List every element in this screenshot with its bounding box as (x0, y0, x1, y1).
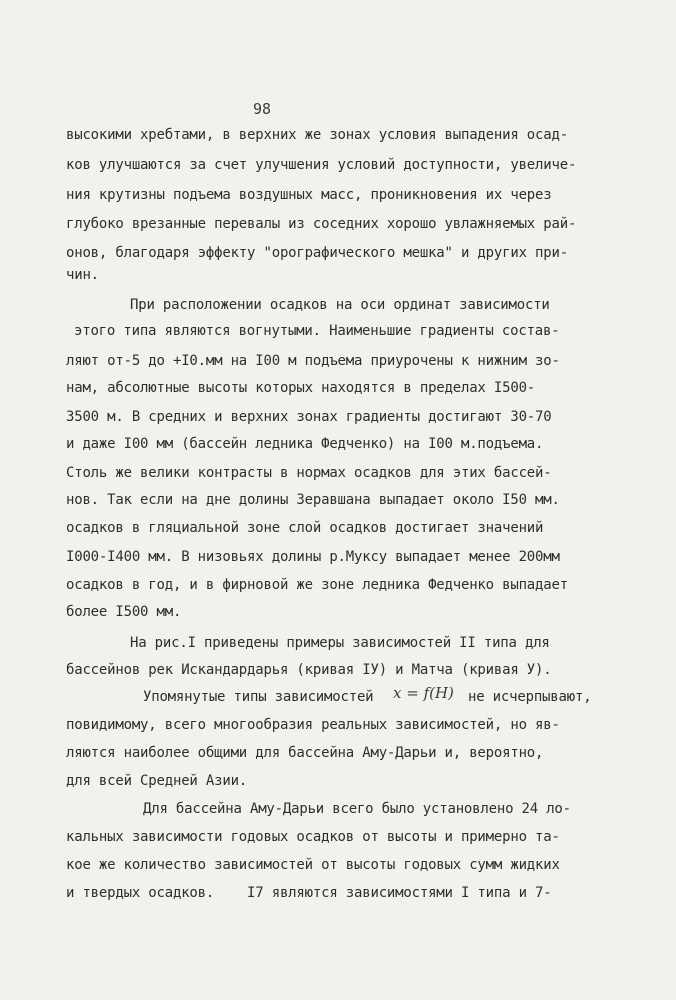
text-line: Упомянутые типы зависимостей (143, 689, 374, 705)
page-number: 98 (252, 100, 272, 118)
text-line: ляются наиболее общими для бассейна Аму-Дарьи и, вероятно, (66, 745, 544, 761)
text-line: ков улучшаются за счет улучшения условий доступности, увеличе- (66, 157, 577, 173)
text-line: нам, абсолютные высоты которых находятся в пределах I500- (66, 380, 536, 396)
text-line: высокими хребтами, в верхних же зонах условия выпадения осад- (66, 127, 568, 143)
text-line: более I500 мм. (66, 604, 182, 620)
text-line: На рис.I приведены примеры зависимостей II типа для (130, 635, 550, 651)
text-line: для всей Средней Азии. (66, 773, 248, 789)
text-line: осадков в год, и в фирновой же зоне ледника Федченко выпадает (66, 577, 568, 593)
text-line: повидимому, всего многообразия реальных зависимостей, но яв- (66, 717, 560, 733)
text-line: глубоко врезанные перевалы из соседних хорошо увлажняемых рай- (66, 216, 577, 232)
text-line: кое же количество зависимостей от высоты годовых сумм жидких (66, 857, 560, 873)
text-line: этого типа являются вогнутыми. Наименьшие градиенты состав- (74, 323, 560, 339)
text-line: бассейнов рек Искандардарья (кривая IУ) и Матча (кривая У). (66, 662, 552, 678)
text-line: ляют от-5 до +I0.мм на I00 м подъема приурочены к нижним зо- (66, 353, 560, 369)
text-line: I000-I400 мм. В низовьях долины р.Муксу выпадает менее 200мм (66, 549, 560, 565)
text-line: и даже I00 мм (бассейн ледника Федченко) на I00 м.подъема. (66, 436, 544, 452)
text-line: ния крутизны подъема воздушных масс, проникновения их через (66, 187, 552, 203)
text-line: 3500 м. В средних и верхних зонах градиенты достигают 30-70 (66, 409, 552, 425)
handwritten-formula: x = f(H) (393, 684, 454, 702)
text-line: не исчерпывают, (468, 689, 592, 705)
text-line: нов. Так если на дне долины Зеравшана выпадает около I50 мм. (66, 492, 560, 508)
text-line: и твердых осадков. I7 являются зависимостями I типа и 7- (66, 885, 552, 901)
text-line: осадков в гляциальной зоне слой осадков достигает значений (66, 520, 544, 536)
text-line: Для бассейна Аму-Дарьи всего было установлено 24 ло- (143, 801, 571, 817)
text-line: онов, благодаря эффекту "орографического мешка" и других при- (66, 245, 568, 261)
text-line: чин. (66, 267, 99, 283)
text-line: кальных зависимости годовых осадков от высоты и примерно та- (66, 829, 560, 845)
text-line: Столь же велики контрасты в нормах осадков для этих бассей- (66, 465, 552, 481)
text-line: При расположении осадков на оси ординат зависимости (130, 297, 550, 313)
